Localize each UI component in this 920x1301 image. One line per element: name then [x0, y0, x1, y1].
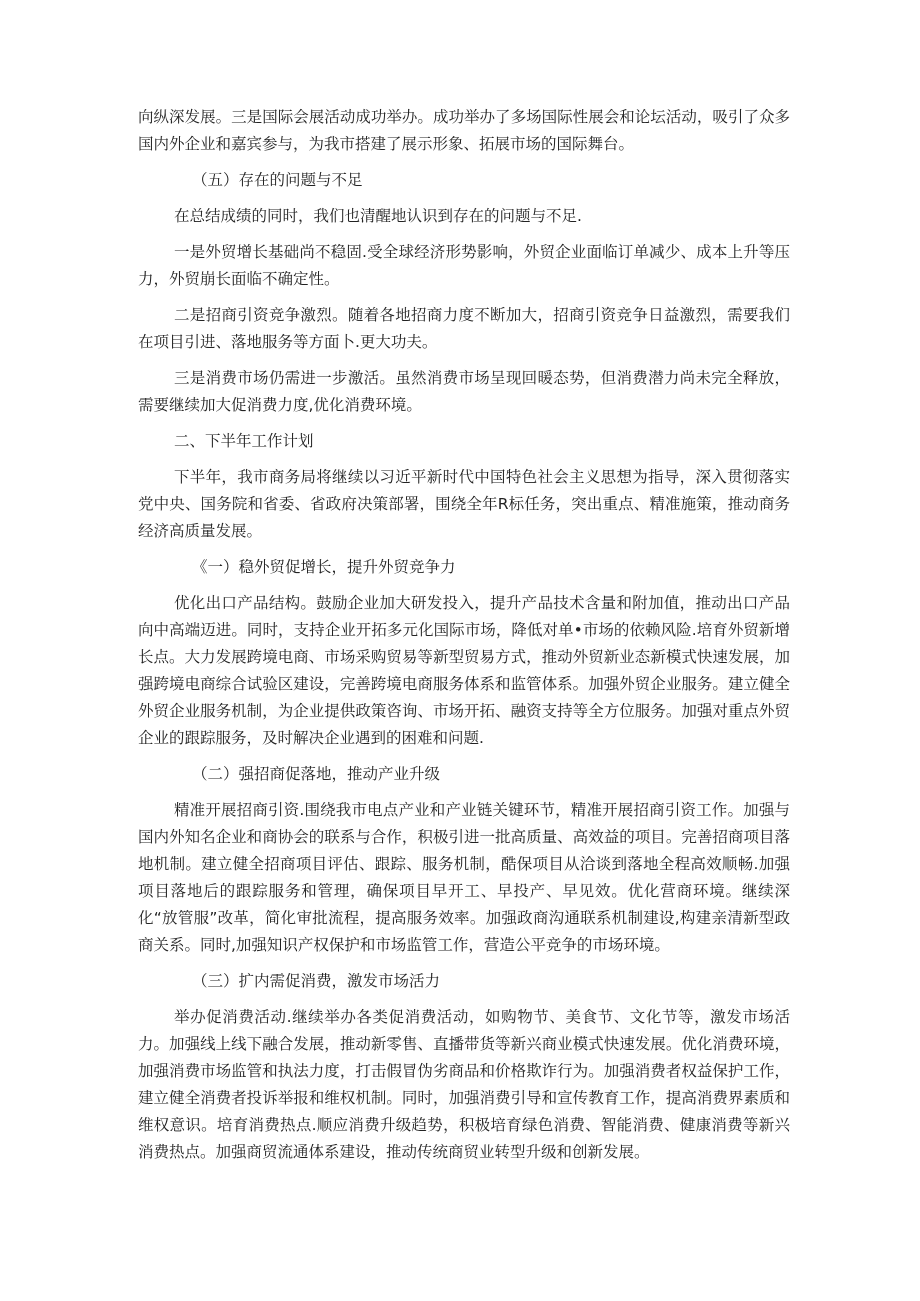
- paragraph-trade-issue: 一是外贸增长基础尚不稳固.受全球经济形势影响，外贸企业面临订单减少、成本上升等压力，外贸崩长面临不确定性。: [138, 243, 790, 288]
- paragraph-investment-issue: 二是招商引资竞争激烈。随着各地招商力度不断加大，招商引资竞争日益激烈，需要我们在项目引进、落地服务等方面卜.更大功夫。: [138, 306, 790, 351]
- paragraph-plan-intro: 下半年，我市商务局将继续以习近平新时代中国特色社会主义思想为指导，深入贯彻落实党中央、国务院和省委、省政府决策部署，围绕全年R标任务，突出重点、精准施策，推动商务经济高质量发展。: [138, 468, 790, 540]
- paragraph-consumption-plan: 举办促消费活动.继续举办各类促消费活动，如购物节、美食节、文化节等，激发市场活力。加强线上线下融合发展，推动新零售、直播带货等新兴商业模式快速发展。优化消费环境，加强消费市场监管和执法力度，打击假冒伪劣商品和价格欺诈行为。加强消费者权益保护工作，建立健全消费者投诉举报和维权机制。同时，加强消费引导和宣传教育工作，提高消费界素质和维权意识。培育消费热点.顺应消费升级趋势，积极培育绿色消费、智能消费、健康消费等新兴消费热点。加强商贸流通体系建设，推动传统商贸业转型升级和创新发展。: [138, 1008, 790, 1161]
- document-body: [138, 104, 790, 1175]
- section-heading-plan: 二、下半年工作计划: [174, 432, 314, 450]
- paragraph-summary: 在总结成绩的同时，我们也清醒地认识到存在的问题与不足.: [174, 207, 582, 225]
- subheading-consumption: （三）扩内需促消费，激发市场活力: [192, 972, 441, 990]
- paragraph-investment-plan: 精准开展招商引资.围绕我市电点产业和产业链关键环节，精准开展招商引资工作。加强与国内外知名企业和商协会的联系与合作，积极引进一批高质量、高效益的项目。完善招商项目落地机制。建立健全招商项目评估、跟踪、服务机制，酷保项目从洽谈到落地全程高效顺畅.加强项目落地后的跟踪服务和管理，确保项目早开工、早投产、早见效。优化营商环境。继续深化“放管服”改革，简化审批流程，提高服务效率。加强政商沟通联系机制建设,构建亲清新型政商关系。同时,加强知识产权保护和市场监管工作，营造公平竞争的市场环境。: [138, 801, 790, 954]
- subheading-trade: 《一）稳外贸促增长，提升外贸竞争力: [192, 558, 456, 576]
- paragraph-continuation: 向纵深发展。三是国际会展活动成功举办。成功举办了多场国际性展会和论坛活动，吸引了众多国内外企业和嘉宾参与，为我市搭建了展示形象、拓展市场的国际舞台。: [138, 108, 790, 153]
- paragraph-consumption-issue: 三是消费市场仍需进一步激活。虽然消费市场呈现回暖态势，但消费潜力尚未完全释放，需要继续加大促消费力度,优化消费环境。: [138, 369, 790, 414]
- paragraph-trade-plan: 优化出口产品结构。鼓励企业加大研发投入，提升产品技术含量和附加值，推动出口产品向中高端迈进。同时，支持企业开拓多元化国际市场，降低对单•市场的依赖风险.培育外贸新增长点。大力发展跨境电商、市场采购贸易等新型贸易方式，推动外贸新业态新模式快速发展，加强跨境电商综合试验区建设，完善跨境电商服务体系和监管体系。加强外贸企业服务。建立健全外贸企业服务机制，为企业提供政策咨询、市场开拓、融资支持等全方位服务。加强对重点外贸企业的跟踪服务，及时解决企业遇到的困难和问题.: [138, 594, 790, 747]
- subheading-problems: （五）存在的问题与不足: [192, 171, 363, 189]
- subheading-investment: （二）强招商促落地，推动产业升级: [192, 765, 441, 783]
